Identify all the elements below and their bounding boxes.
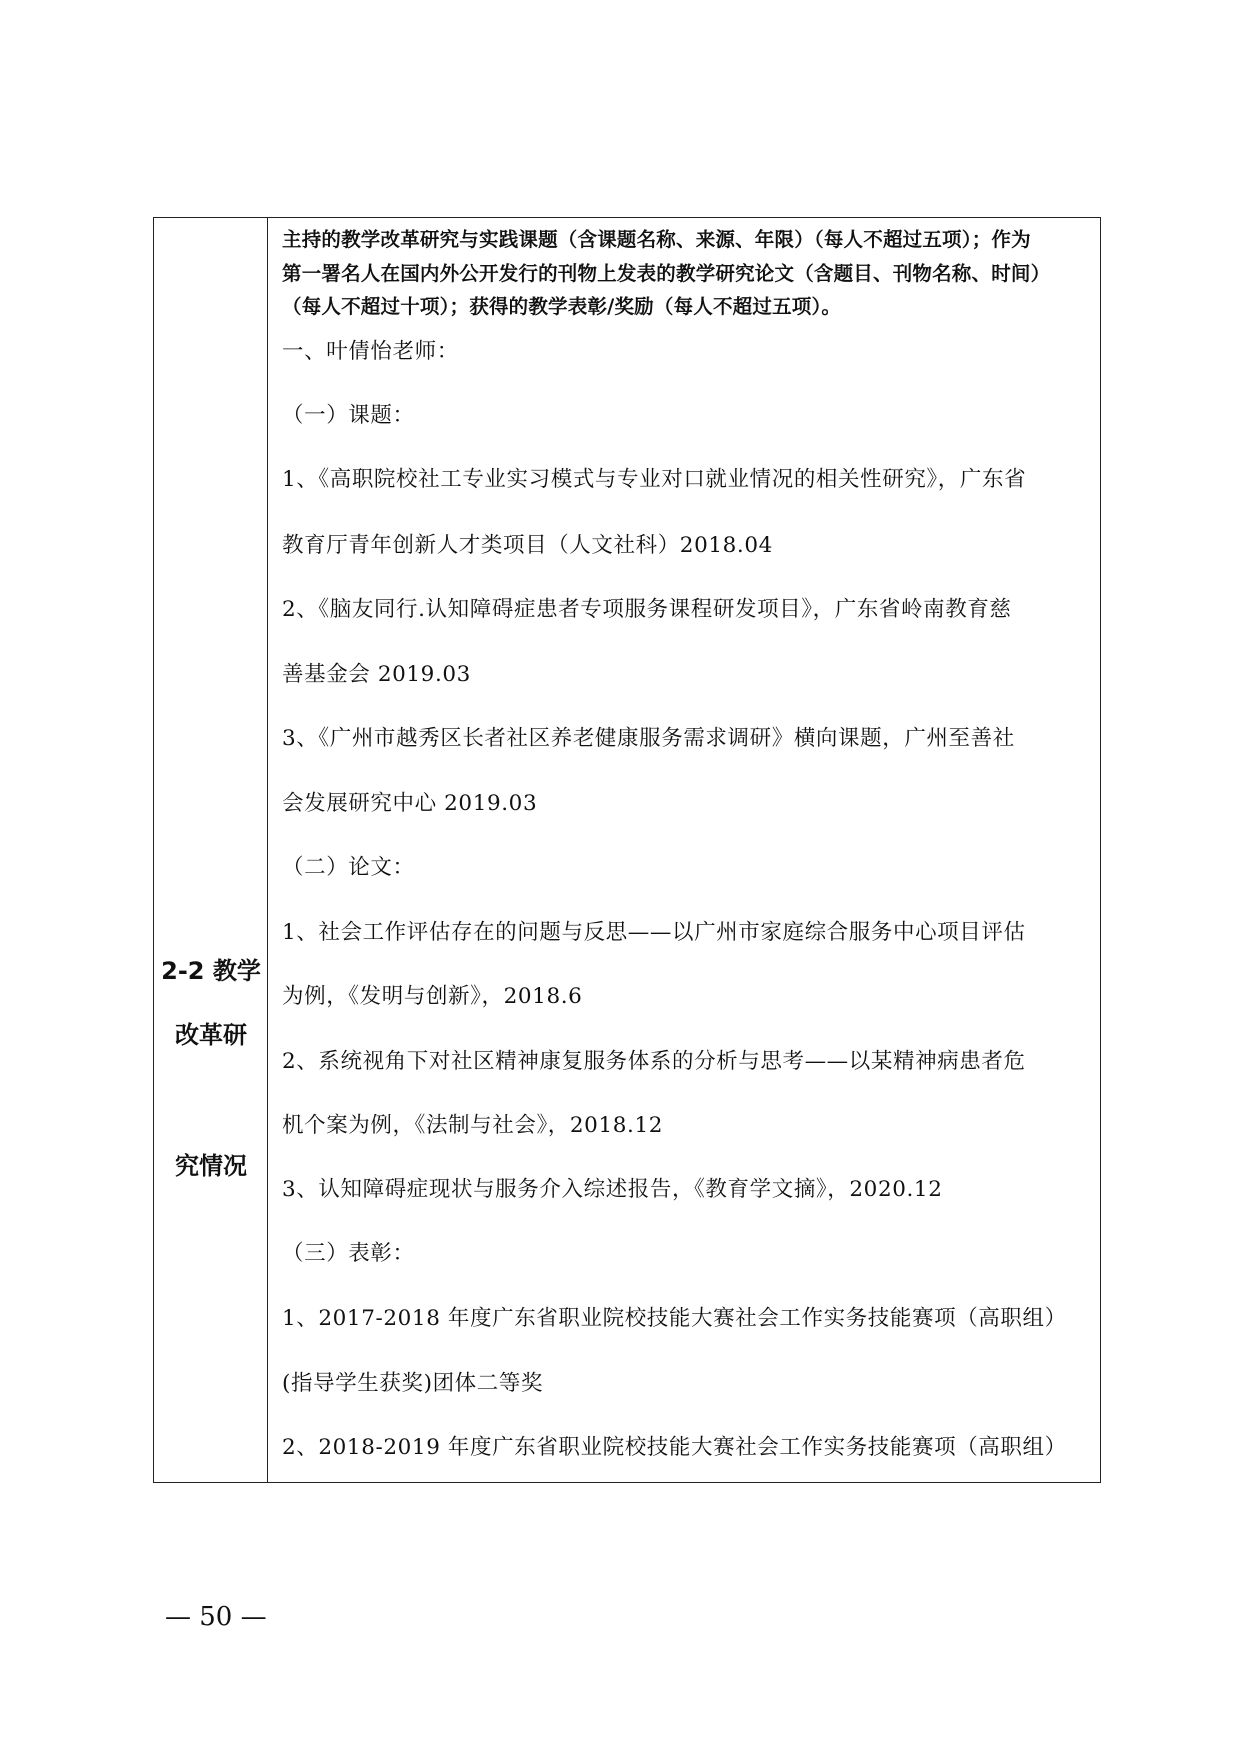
project-3-line-2: 会发展研究中心 2019.03 xyxy=(282,791,538,816)
project-3-line-1: 3、《广州市越秀区长者社区养老健康服务需求调研》横向课题，广州至善社 xyxy=(282,726,1015,751)
page-number: — 50 — xyxy=(165,1602,267,1632)
paper-1-line-2: 为例，《发明与创新》，2018.6 xyxy=(282,984,583,1009)
header-instruction-line-3: （每人不超过十项）；获得的教学表彰/奖励（每人不超过五项）。 xyxy=(282,295,842,318)
section-label-cell xyxy=(154,218,268,1482)
awards-heading: （三）表彰： xyxy=(282,1241,415,1266)
papers-heading: （二）论文： xyxy=(282,855,415,880)
section-label-line-2: 改革研 xyxy=(175,1021,247,1049)
project-1-line-1: 1、《高职院校社工专业实习模式与专业对口就业情况的相关性研究》，广东省 xyxy=(282,467,1027,492)
project-2-line-1: 2、《脑友同行.认知障碍症患者专项服务课程研发项目》，广东省岭南教育慈 xyxy=(282,597,1012,622)
paper-3-line-1: 3、认知障碍症现状与服务介入综述报告，《教育学文摘》，2020.12 xyxy=(282,1177,943,1202)
paper-2-line-1: 2、系统视角下对社区精神康复服务体系的分析与思考——以某精神病患者危 xyxy=(282,1049,1026,1074)
award-1-line-1: 1、2017-2018 年度广东省职业院校技能大赛社会工作实务技能赛项（高职组） xyxy=(282,1306,1067,1331)
award-2-line-1: 2、2018-2019 年度广东省职业院校技能大赛社会工作实务技能赛项（高职组） xyxy=(282,1435,1067,1460)
project-1-line-2: 教育厅青年创新人才类项目（人文社科）2018.04 xyxy=(282,533,773,558)
teacher-name: 一、叶倩怡老师： xyxy=(282,339,459,364)
section-label-line-3: 究情况 xyxy=(175,1152,247,1180)
header-instruction-line-1: 主持的教学改革研究与实践课题（含课题名称、来源、年限）（每人不超过五项）；作为 xyxy=(282,228,1031,251)
paper-1-line-1: 1、社会工作评估存在的问题与反思——以广州市家庭综合服务中心项目评估 xyxy=(282,920,1026,945)
section-label-line-1: 2-2 教学 xyxy=(161,957,261,985)
projects-heading: （一）课题： xyxy=(282,403,415,428)
paper-2-line-2: 机个案为例，《法制与社会》，2018.12 xyxy=(282,1113,664,1138)
content-cell xyxy=(268,218,1100,1482)
project-2-line-2: 善基金会 2019.03 xyxy=(282,662,471,687)
award-1-line-2: (指导学生获奖)团体二等奖 xyxy=(282,1371,544,1396)
evaluation-table xyxy=(153,217,1101,1483)
header-instruction-line-2: 第一署名人在国内外公开发行的刊物上发表的教学研究论文（含题目、刊物名称、时间） xyxy=(282,262,1051,285)
